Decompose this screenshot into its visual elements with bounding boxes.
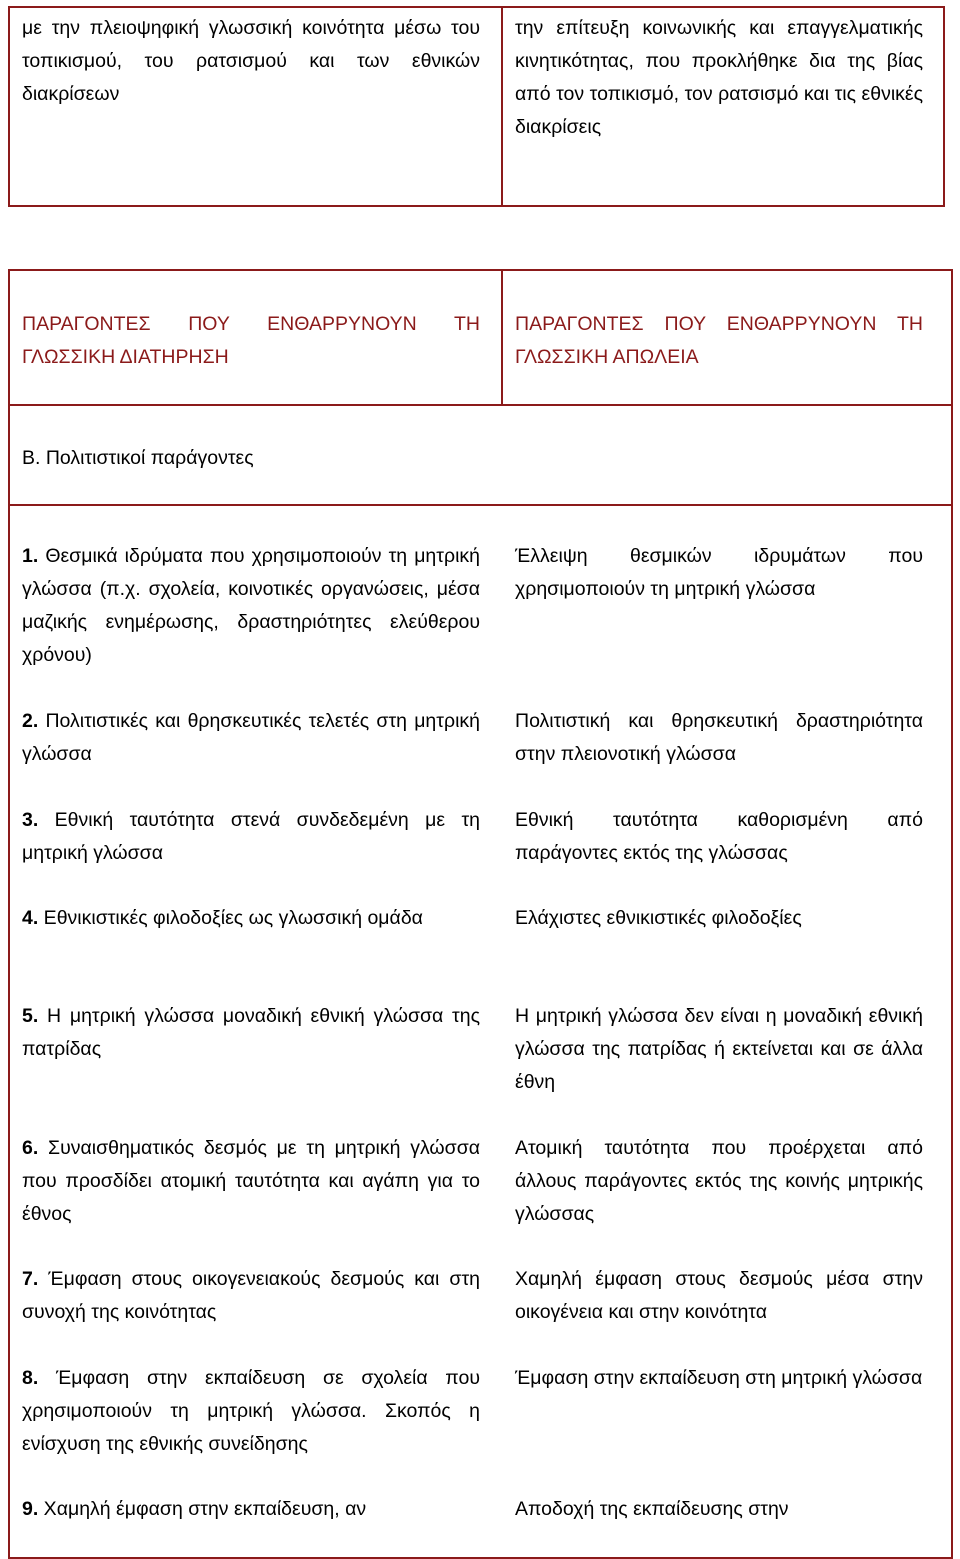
- row-2-left: [10, 705, 502, 771]
- row-8-right: Έμφαση στην εκπαίδευση στη μητρική γλώσσα: [515, 1367, 923, 1389]
- row-5-left: [10, 1000, 502, 1066]
- section-title: Β. Πολιτιστικοί παράγοντες: [22, 447, 254, 469]
- row-text: Εθνική ταυτότητα στενά συνδεδεμένη με τη μητρική γλώσσα: [22, 809, 480, 864]
- top-left-text: με την πλειοψηφική γλωσσική κοινότητα μέσω του τοπικισμού, του ρατσισμού και των εθνικών διακρίσεων: [22, 17, 480, 105]
- header-rule: [8, 404, 953, 406]
- row-4-right: Ελάχιστες εθνικιστικές φιλοδοξίες: [515, 907, 802, 929]
- row-number: 5.: [22, 1005, 39, 1027]
- row-number: 3.: [22, 809, 39, 831]
- row-text: Πολιτιστικές και θρησκευτικές τελετές στη μητρική γλώσσα: [22, 710, 480, 765]
- row-text: Η μητρική γλώσσα μοναδική εθνική γλώσσα της πατρίδας: [22, 1005, 480, 1060]
- row-7-left: [10, 1263, 502, 1329]
- row-text: Εθνικιστικές φιλοδοξίες ως γλωσσική ομάδα: [38, 907, 423, 929]
- row-7-right: Χαμηλή έμφαση στους δεσμούς μέσα στην οικογένεια και στην κοινότητα: [515, 1268, 923, 1323]
- row-6-right: Ατομική ταυτότητα που προέρχεται από άλλους παράγοντες εκτός της κοινής μητρικής γλώσσας: [515, 1137, 923, 1225]
- row-text: Χαμηλή έμφαση στην εκπαίδευση, αν: [38, 1498, 367, 1520]
- row-9-right: Αποδοχή της εκπαίδευσης στην: [515, 1498, 789, 1520]
- row-text: Συναισθηματικός δεσμός με τη μητρική γλώσσα που προσδίδει ατομική ταυτότητα και αγάπη για το έθνος: [22, 1137, 480, 1225]
- row-text: Έμφαση στους οικογενειακούς δεσμούς και στη συνοχή της κοινότητας: [22, 1268, 480, 1323]
- row-text: Θεσμικά ιδρύματα που χρησιμοποιούν τη μητρική γλώσσα (π.χ. σχολεία, κοινοτικές οργανώσεις, μέσα μαζικής ενημέρωσης, δραστηριότητες ελεύθερου χρόνου): [22, 545, 480, 666]
- row-number: 4.: [22, 907, 39, 929]
- row-number: 9.: [22, 1498, 39, 1520]
- row-number: 2.: [22, 710, 39, 732]
- header-maintenance: ΠΑΡΑΓΟΝΤΕΣ ΠΟΥ ΕΝΘΑΡΡΥΝΟΥΝ ΤΗ ΓΛΩΣΣΙΚΗ ΔΙΑΤΗΡΗΣΗ: [22, 313, 480, 368]
- row-9-left: [10, 1493, 502, 1526]
- row-number: 6.: [22, 1137, 39, 1159]
- row-number: 1.: [22, 545, 39, 567]
- row-4-left: [10, 902, 502, 935]
- row-6-left: [10, 1132, 502, 1231]
- top-right-text: την επίτευξη κοινωνικής και επαγγελματικής κινητικότητας, που προκλήθηκε δια της βίας από τον τοπικισμό, τον ρατσισμό και τις εθνικές διακρίσεις: [515, 17, 923, 138]
- row-3-left: [10, 804, 502, 870]
- row-3-right: Εθνική ταυτότητα καθορισμένη από παράγοντες εκτός της γλώσσας: [515, 809, 923, 864]
- row-number: 8.: [22, 1367, 39, 1389]
- section-rule: [8, 504, 953, 506]
- row-1-left: [10, 540, 502, 672]
- row-8-left: [10, 1362, 502, 1461]
- header-loss: ΠΑΡΑΓΟΝΤΕΣ ΠΟΥ ΕΝΘΑΡΡΥΝΟΥΝ ΤΗ ΓΛΩΣΣΙΚΗ ΑΠΩΛΕΙΑ: [515, 313, 923, 368]
- row-1-right: Έλλειψη θεσμικών ιδρυμάτων που χρησιμοποιούν τη μητρική γλώσσα: [515, 545, 923, 600]
- row-2-right: Πολιτιστική και θρησκευτική δραστηριότητα στην πλειονοτική γλώσσα: [515, 710, 923, 765]
- row-5-right: Η μητρική γλώσσα δεν είναι η μοναδική εθνική γλώσσα της πατρίδας ή εκτείνεται και σε άλλα έθνη: [515, 1005, 923, 1093]
- row-number: 7.: [22, 1268, 39, 1290]
- row-text: Έμφαση στην εκπαίδευση σε σχολεία που χρησιμοποιούν τη μητρική γλώσσα. Σκοπός η ενίσχυση της εθνικής συνείδησης: [22, 1367, 480, 1455]
